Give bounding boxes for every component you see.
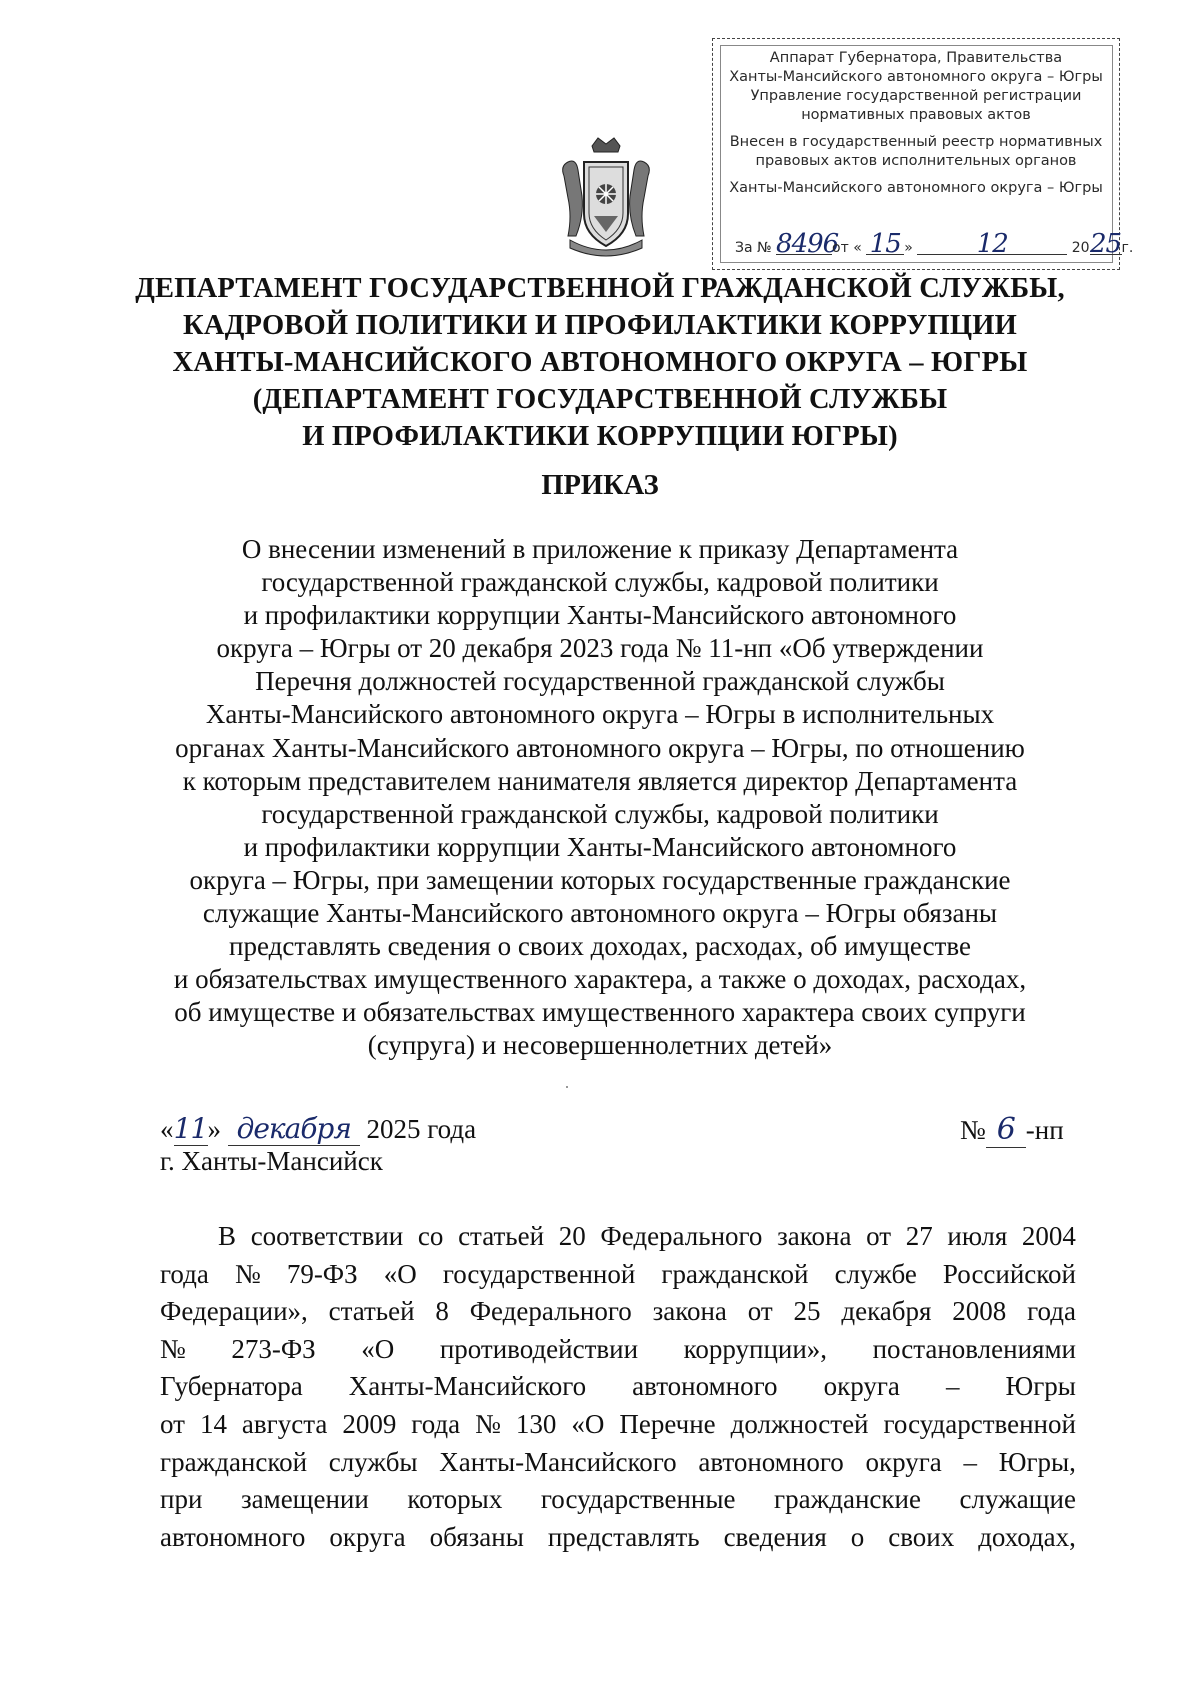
subject-line: к которым представителем нанимателя является директор Департамента [182, 765, 1018, 796]
date-month: декабря [228, 1112, 360, 1146]
stamp-line: Управление государственной регистрации [750, 88, 1082, 104]
subject-line: и обязательствах имущественного характера, а также о доходах, расходах, [173, 964, 1027, 995]
subject-line: органах Ханты-Мансийского автономного округа – Югры, по отношению [175, 732, 1025, 763]
stamp-registration-line [735, 229, 1134, 259]
body-line: № 273-ФЗ «О противодействии коррупции», постановлениями [160, 1333, 1076, 1364]
subject-line: служащие Ханты-Мансийского автономного округа – Югры обязаны [202, 898, 998, 929]
order-date [160, 1112, 476, 1146]
order-subject [90, 533, 1110, 1063]
scan-speck [566, 1086, 568, 1088]
stamp-quote-close: » [904, 240, 913, 256]
subject-line: и профилактики коррупции Ханты-Мансийского автономного [243, 831, 957, 862]
body-line: Федерации», статьей 8 Федерального закона от 25 декабря 2008 года [160, 1296, 1076, 1327]
header-line: (ДЕПАРТАМЕНТ ГОСУДАРСТВЕННОЙ СЛУЖБЫ [252, 384, 948, 415]
order-body-paragraph [160, 1218, 1076, 1556]
date-open-quote: « [160, 1114, 174, 1144]
body-line: В соответствии со статьей 20 Федерального закона от 27 июля 2004 [218, 1221, 1076, 1251]
date-close-quote: » [207, 1114, 221, 1144]
date-year: 2025 года [366, 1114, 477, 1144]
body-line: автономного округа обязаны представлять сведения о своих доходах, [160, 1521, 1076, 1552]
stamp-line: правовых актов исполнительных органов [755, 153, 1077, 169]
document-type-title: ПРИКАЗ [541, 470, 659, 501]
stamp-reg-number: 8496 [776, 229, 839, 259]
header-line: И ПРОФИЛАКТИКИ КОРРУПЦИИ ЮГРЫ) [302, 421, 898, 452]
subject-line: округа – Югры от 20 декабря 2023 года № 11-нп «Об утверждении [216, 633, 984, 664]
body-line: гражданской службы Ханты-Мансийского автономного округа – Югры, [160, 1446, 1076, 1477]
stamp-month: 12 [917, 235, 1067, 255]
subject-line: представлять сведения о своих доходах, расходах, об имуществе [229, 931, 971, 962]
subject-line: округа – Югры, при замещении которых государственные гражданские [189, 864, 1011, 895]
subject-line: Ханты-Мансийского автономного округа – Югры в исполнительных [205, 699, 995, 730]
subject-line: (супруга) и несовершеннолетних детей» [367, 1030, 833, 1061]
number-prefix: № [960, 1115, 986, 1145]
stamp-line: нормативных правовых актов [801, 107, 1031, 123]
subject-line: Перечня должностей государственной гражданской службы [255, 666, 945, 697]
stamp-line: Аппарат Губернатора, Правительства [769, 50, 1063, 66]
stamp-line: Ханты-Мансийского автономного округа – Югры [729, 180, 1103, 196]
body-line: от 14 августа 2009 года № 130 «О Перечне должностей государственной [160, 1408, 1076, 1439]
date-day: 11 [173, 1112, 208, 1145]
subject-line: государственной гражданской службы, кадровой политики [261, 798, 939, 829]
stamp-line: Внесен в государственный реестр нормативных [729, 134, 1103, 150]
department-header [100, 270, 1100, 455]
stamp-reg-prefix: За № [735, 240, 772, 256]
order-city: г. Ханты-Мансийск [160, 1146, 383, 1176]
subject-line: об имуществе и обязательствах имущественного характера своих супруги [174, 997, 1026, 1028]
body-line: при замещении которых государственные гражданские служащие [160, 1484, 1076, 1515]
subject-line: и профилактики коррупции Ханты-Мансийского автономного [243, 600, 957, 631]
header-line: ДЕПАРТАМЕНТ ГОСУДАРСТВЕННОЙ ГРАЖДАНСКОЙ СЛУЖБЫ, [135, 273, 1065, 304]
subject-line: О внесении изменений в приложение к приказу Департамента [241, 534, 959, 564]
header-line: КАДРОВОЙ ПОЛИТИКИ И ПРОФИЛАКТИКИ КОРРУПЦИИ [183, 310, 1017, 341]
number-value: 6 [986, 1112, 1026, 1148]
stamp-day: 15 [866, 235, 904, 255]
stamp-year-suffix: 25 [1090, 229, 1122, 259]
body-line: года № 79-ФЗ «О государственной гражданской службе Российской [160, 1258, 1076, 1289]
header-line: ХАНТЫ-МАНСИЙСКОГО АВТОНОМНОГО ОКРУГА – ЮГРЫ [172, 347, 1028, 378]
number-suffix: -нп [1025, 1115, 1064, 1145]
registration-stamp [712, 38, 1134, 270]
coat-of-arms-emblem-icon [556, 136, 656, 264]
body-line: Губернатора Ханты-Мансийского автономного округа – Югры [160, 1371, 1076, 1402]
stamp-line: Ханты-Мансийского автономного округа – Югры [729, 69, 1103, 85]
order-number [960, 1112, 1064, 1148]
stamp-from-label: от « [832, 240, 862, 256]
stamp-year-unit: г. [1121, 240, 1134, 256]
stamp-year-prefix: 20 [1071, 240, 1090, 256]
subject-line: государственной гражданской службы, кадровой политики [261, 567, 939, 598]
